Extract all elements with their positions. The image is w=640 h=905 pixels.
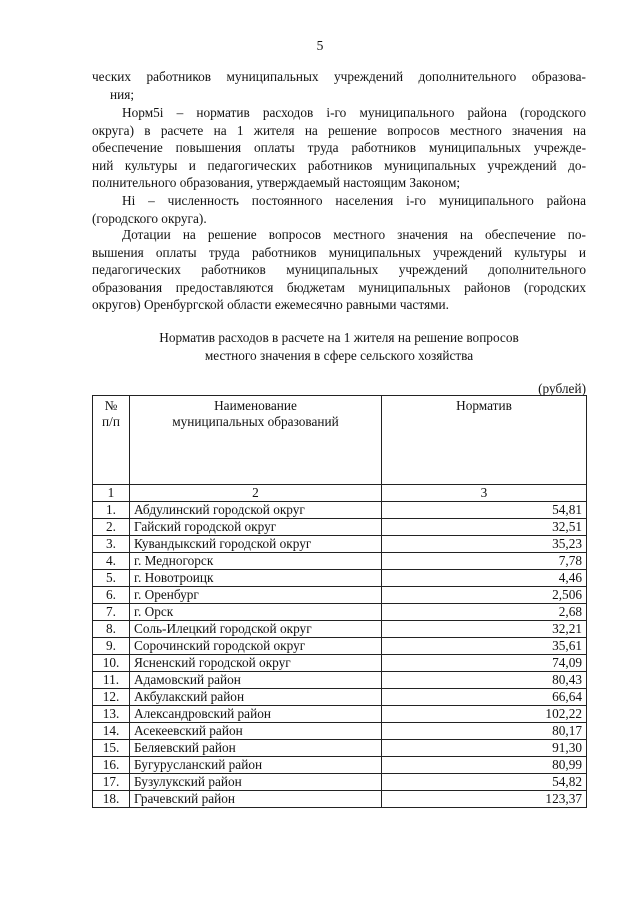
table-title-line: местного значения в сфере сельского хозяйства [204, 348, 474, 363]
row-value: 4,46 [382, 570, 587, 587]
row-name: Соль-Илецкий городской округ [130, 621, 382, 638]
table-row [93, 570, 587, 587]
row-number: 5. [93, 570, 130, 587]
row-name: Акбулакский район [130, 689, 382, 706]
row-number: 6. [93, 587, 130, 604]
page-number: 5 [316, 38, 324, 53]
row-name: Сорочинский городской округ [130, 638, 382, 655]
table-row [93, 689, 587, 706]
header-name [130, 396, 382, 485]
row-value: 32,21 [382, 621, 587, 638]
row-value: 91,30 [382, 740, 587, 757]
row-number: 12. [93, 689, 130, 706]
table-row [93, 723, 587, 740]
row-value: 80,43 [382, 672, 587, 689]
row-name: Кувандыкский городской округ [130, 536, 382, 553]
table-row [93, 638, 587, 655]
row-number: 3. [93, 536, 130, 553]
column-number: 2 [130, 485, 382, 502]
row-number: 4. [93, 553, 130, 570]
header-value-line: Норматив [456, 398, 512, 413]
table-row [93, 740, 587, 757]
row-number: 13. [93, 706, 130, 723]
row-name: г. Новотроицк [130, 570, 382, 587]
text-line: образования предоставляются бюджетам муниципальных районов (городских [92, 279, 586, 295]
row-value: 54,82 [382, 774, 587, 791]
row-name: г. Оренбург [130, 587, 382, 604]
table-row [93, 536, 587, 553]
text-line: округа) в расчете на 1 жителя на решение вопросов местного значения на [92, 122, 586, 138]
text-line: ний культуры и педагогических работников муниципальных учреждений до- [92, 157, 586, 173]
header-number-line: № [104, 398, 118, 413]
text-line: обеспечение повышения оплаты труда работников муниципальных учрежде- [92, 140, 586, 156]
row-name: Александровский район [130, 706, 382, 723]
table-row [93, 519, 587, 536]
row-number: 2. [93, 519, 130, 536]
row-name: Гайский городской округ [130, 519, 382, 536]
table-row [93, 604, 587, 621]
table-row [93, 502, 587, 519]
row-name: Асекеевский район [130, 723, 382, 740]
header-value [382, 396, 587, 485]
table-row [93, 774, 587, 791]
text-line: Дотации на решение вопросов местного значения на обеспечение по- [122, 227, 586, 242]
row-number: 10. [93, 655, 130, 672]
row-value: 80,99 [382, 757, 587, 774]
table-title [92, 329, 586, 365]
text-line: вышения оплаты труда работников муниципальных учреждений культуры и [92, 244, 586, 260]
row-value: 2,68 [382, 604, 587, 621]
row-value: 32,51 [382, 519, 587, 536]
row-name: Бузулукский район [130, 774, 382, 791]
text-line: ния; [110, 86, 135, 102]
row-number: 11. [93, 672, 130, 689]
text-line: Норм5i – норматив расходов i-го муниципального района (городского [122, 105, 586, 120]
row-name: г. Медногорск [130, 553, 382, 570]
row-number: 17. [93, 774, 130, 791]
row-value: 54,81 [382, 502, 587, 519]
table-row [93, 757, 587, 774]
row-name: Ясненский городской округ [130, 655, 382, 672]
paragraph-norm-definition [92, 104, 586, 192]
row-value: 35,23 [382, 536, 587, 553]
paragraph-population-definition [92, 192, 586, 227]
header-name-line: Наименование [214, 398, 297, 413]
header-number-line: п/п [102, 414, 120, 429]
text-line: округов) Оренбургской области ежемесячно равными частями. [92, 297, 449, 313]
header-name-line: муниципальных образований [172, 414, 339, 429]
table-row [93, 553, 587, 570]
row-value: 123,37 [382, 791, 587, 808]
table-header-row [93, 396, 587, 485]
row-number: 9. [93, 638, 130, 655]
table-title-line: Норматив расходов в расчете на 1 жителя на решение вопросов [159, 330, 519, 345]
row-number: 8. [93, 621, 130, 638]
table-row [93, 587, 587, 604]
row-value: 66,64 [382, 689, 587, 706]
table-row [93, 706, 587, 723]
column-number-row [93, 485, 587, 502]
row-value: 7,78 [382, 553, 587, 570]
row-value: 35,61 [382, 638, 587, 655]
row-name: г. Орск [130, 604, 382, 621]
text-line: ческих работников муниципальных учреждений дополнительного образова- [92, 69, 586, 84]
column-number: 1 [93, 485, 130, 502]
row-number: 15. [93, 740, 130, 757]
row-value: 2,506 [382, 587, 587, 604]
text-line: педагогических работников муниципальных учреждений дополнительного [92, 262, 586, 278]
row-number: 18. [93, 791, 130, 808]
norms-table [92, 395, 587, 808]
row-name: Абдулинский городской округ [130, 502, 382, 519]
paragraph-continuation [92, 68, 586, 103]
row-value: 80,17 [382, 723, 587, 740]
row-name: Бугурусланский район [130, 757, 382, 774]
row-name: Адамовский район [130, 672, 382, 689]
paragraph-subsidies [92, 226, 586, 314]
header-number [93, 396, 130, 485]
table-row [93, 672, 587, 689]
row-value: 102,22 [382, 706, 587, 723]
table-row [93, 791, 587, 808]
row-number: 14. [93, 723, 130, 740]
row-value: 74,09 [382, 655, 587, 672]
row-number: 7. [93, 604, 130, 621]
unit-label: (рублей) [538, 381, 586, 396]
text-line: полнительного образования, утверждаемый настоящим Законом; [92, 175, 461, 191]
table-row [93, 655, 587, 672]
row-name: Беляевский район [130, 740, 382, 757]
row-number: 16. [93, 757, 130, 774]
column-number: 3 [382, 485, 587, 502]
row-number: 1. [93, 502, 130, 519]
row-name: Грачевский район [130, 791, 382, 808]
text-line: (городского округа). [92, 210, 207, 226]
text-line: Hi – численность постоянного населения i-го муниципального района [122, 193, 586, 208]
table-row [93, 621, 587, 638]
